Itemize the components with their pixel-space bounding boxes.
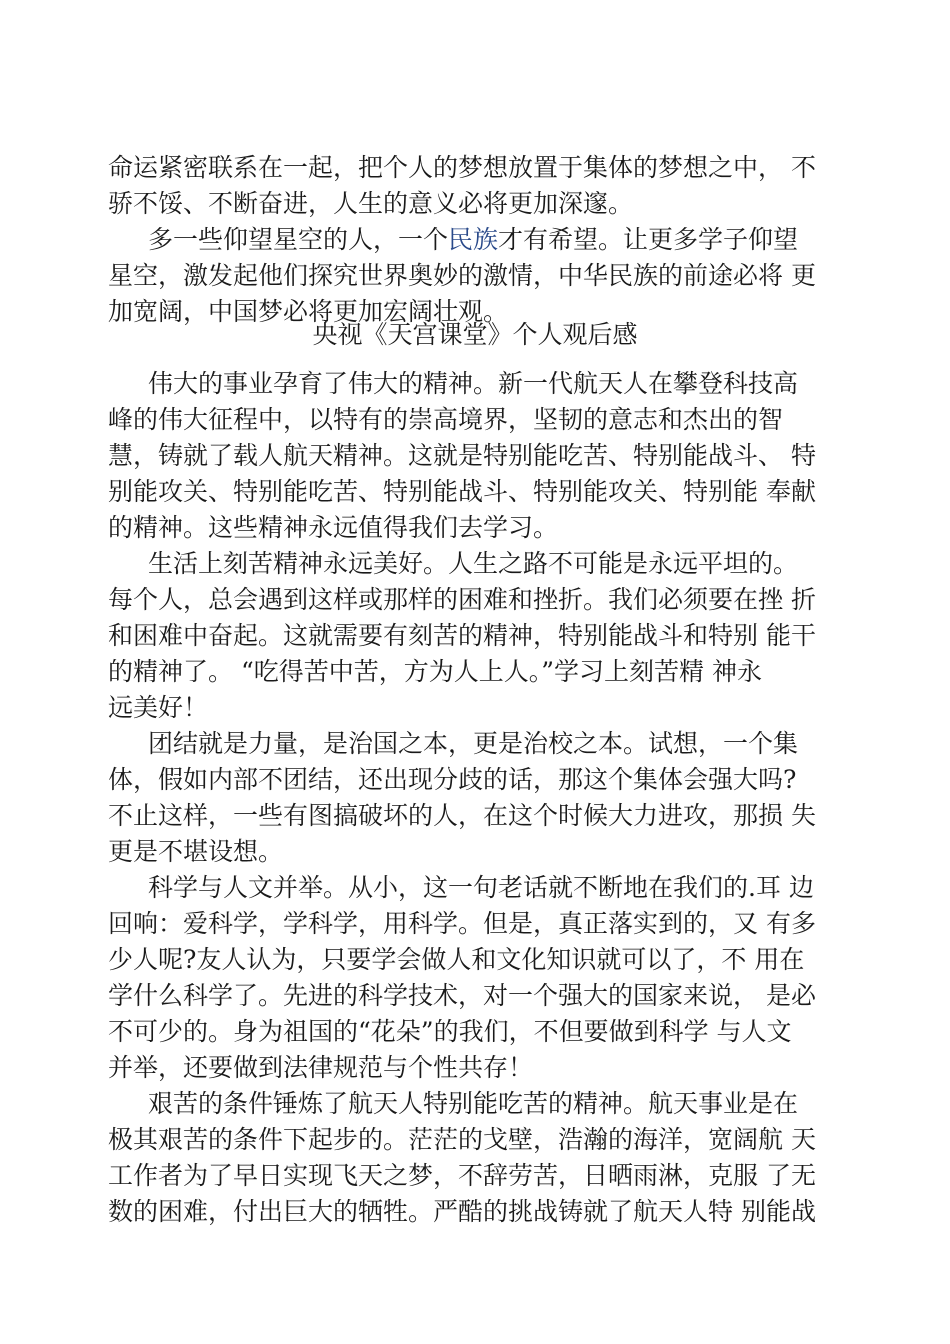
paragraph-text: 的精神了。 “吃得苦中苦，方为人上人。”学习上刻苦精 神永 [108, 657, 762, 686]
text-line [0, 366, 950, 402]
text-line [0, 582, 950, 618]
text-line [0, 942, 950, 978]
paragraph-text: 工作者为了早日实现飞天之梦，不辞劳苦，日晒雨淋，克服 了无 [108, 1161, 816, 1190]
paragraph-text: 命运紧密联系在一起，把个人的梦想放置于集体的梦想之中， 不 [108, 153, 816, 182]
text-line [0, 258, 950, 326]
paragraph-text: 远美好！ [108, 693, 209, 722]
text-line [0, 654, 950, 690]
paragraph-text: 和困难中奋起。这就需要有刻苦的精神，特别能战斗和特别 能干 [108, 621, 816, 650]
paragraph-text: 每个人，总会遇到这样或那样的困难和挫折。我们必须要在挫 折 [108, 585, 816, 614]
paragraph-text: 生活上刻苦精神永远美好。人生之路不可能是永远平坦的。 [148, 549, 799, 578]
paragraph-text: 不可少的。身为祖国的“花朵”的我们，不但要做到科学 与人文 [108, 1017, 792, 1046]
paragraph-text: 艰苦的条件锤炼了航天人特别能吃苦的精神。航天事业是在 [148, 1089, 799, 1118]
paragraph-text: 星空，激发起他们探究世界奥妙的激情，中华民族的前途必将 更 [108, 261, 816, 290]
text-line [0, 546, 950, 582]
text-line [0, 474, 950, 510]
paragraph-text: 峰的伟大征程中，以特有的崇高境界，坚韧的意志和杰出的智 [108, 405, 784, 434]
paragraph-text: 体，假如内部不团结，还出现分歧的话，那这个集体会强大吗? [108, 765, 797, 794]
text-line [0, 402, 950, 438]
paragraph-text: 慧，铸就了载人航天精神。这就是特别能吃苦、特别能战斗、 特 [108, 441, 816, 470]
text-line [0, 690, 950, 726]
paragraph-text: 团结就是力量，是治国之本，更是治校之本。试想，一个集 [148, 729, 799, 758]
text-line [0, 1122, 950, 1158]
text-line [0, 978, 950, 1014]
paragraph-text: 数的困难，付出巨大的牺牲。严酷的挑战铸就了航天人特 别能战 [108, 1197, 816, 1226]
text-line [0, 762, 950, 798]
paragraph-text: 回响：爱科学，学科学，用科学。但是，真正落实到的，又 有多 [108, 909, 816, 938]
paragraph-text: 别能攻关、特别能吃苦、特别能战斗、特别能攻关、特别能 奉献 [108, 477, 816, 506]
paragraph-text: 科学与人文并举。从小，这一句老话就不断地在我们的.耳 边 [148, 873, 814, 902]
text-line [0, 150, 950, 218]
paragraph-text: 伟大的事业孕育了伟大的精神。新一代航天人在攀登科技高 [148, 369, 799, 398]
text-line [0, 510, 950, 546]
text-line [0, 798, 950, 834]
paragraph-text: 学什么科学了。先进的科学技术，对一个强大的国家来说， 是必 [108, 981, 816, 1010]
paragraph-text: 多一些仰望星空的人，一个 [148, 225, 449, 254]
text-line [0, 1014, 950, 1050]
paragraph-text: 不止这样，一些有图搞破坏的人，在这个时候大力进攻，那损 失 [108, 801, 816, 830]
text-line [0, 834, 950, 870]
paragraph-text: 加宽阔，中国梦必将更加宏阔壮观。 [108, 297, 509, 326]
paragraph-text: 更是不堪设想。 [108, 837, 284, 866]
paragraph-text: 并举，还要做到法律规范与个性共存！ [108, 1053, 534, 1082]
paragraph-text: 骄不馁、不断奋进，人生的意义必将更加深邃。 [108, 189, 634, 218]
paragraph-text: 少人呢?友人认为，只要学会做人和文化知识就可以了，不 用在 [108, 945, 805, 974]
text-line [0, 222, 950, 290]
text-line [0, 618, 950, 654]
section-title: 央视《天宫课堂》个人观后感 [312, 320, 638, 349]
paragraph-text: 才有希望。让更多学子仰望 [498, 225, 799, 254]
text-line [0, 1158, 950, 1194]
text-line [0, 1086, 950, 1122]
text-line [0, 186, 950, 254]
text-line [0, 870, 950, 906]
paragraph-text: 极其艰苦的条件下起步的。茫茫的戈壁，浩瀚的海洋，宽阔航 天 [108, 1125, 816, 1154]
text-line [0, 1194, 950, 1230]
paragraph-text: 的精神。这些精神永远值得我们去学习。 [108, 513, 559, 542]
text-line [0, 438, 950, 474]
text-line [0, 906, 950, 942]
keyword-link[interactable]: 民族 [448, 225, 499, 254]
text-line [0, 114, 950, 182]
text-line [0, 726, 950, 762]
text-line [0, 1050, 950, 1086]
